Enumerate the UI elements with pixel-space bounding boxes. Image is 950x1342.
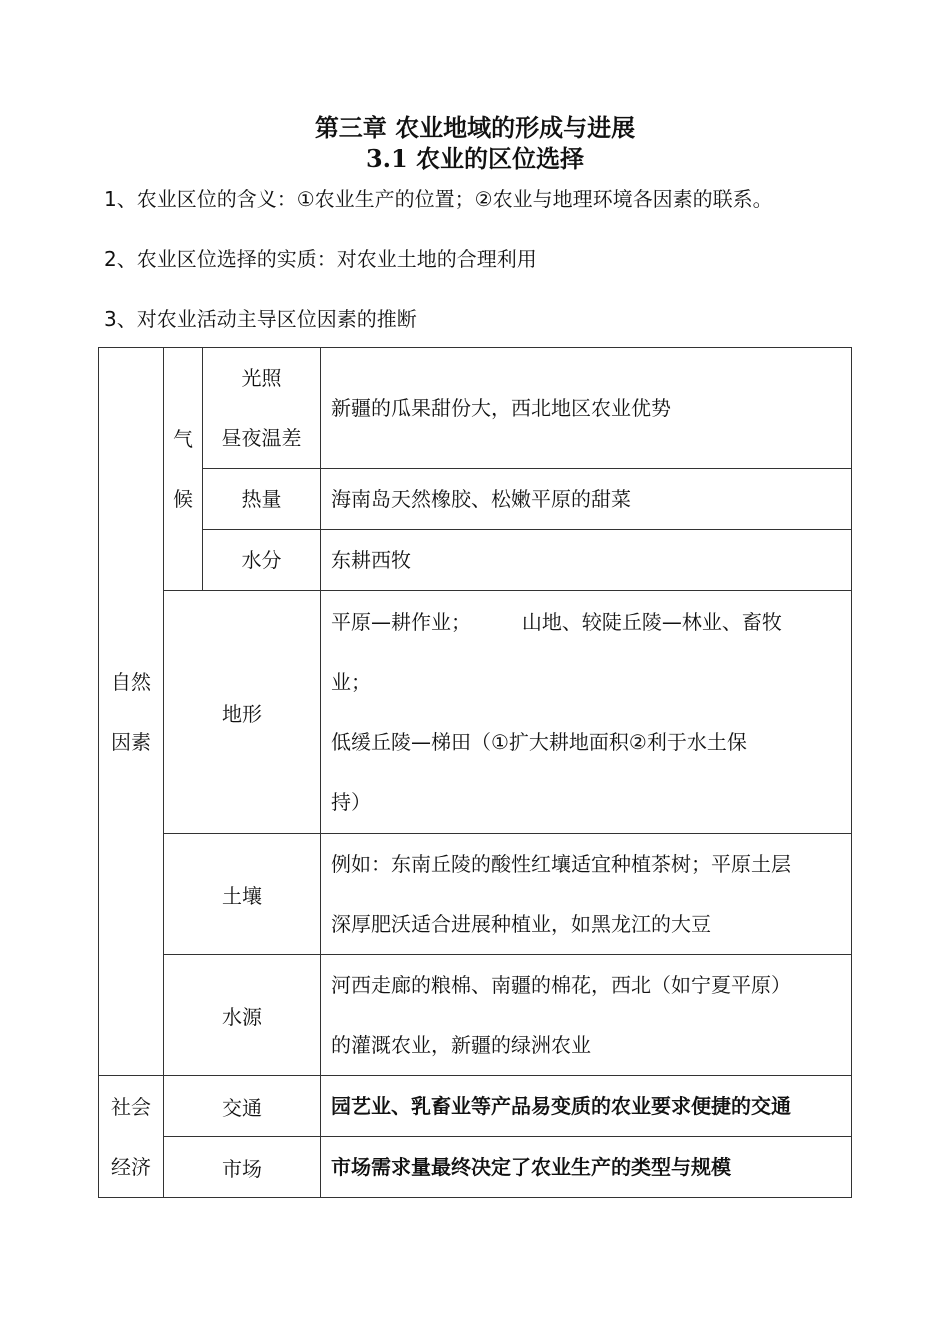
factor-terrain: 地形 (164, 591, 321, 834)
climate-label: 气 候 (164, 348, 203, 591)
paragraph-1: 1、农业区位的含义：①农业生产的位置；②农业与地理环境各因素的联系。 (104, 187, 773, 211)
desc-heat: 海南岛天然橡胶、松嫩平原的甜菜 (321, 469, 852, 530)
category-natural: 自然 因素 (99, 348, 164, 1076)
desc-water-source: 河西走廊的粮棉、南疆的棉花，西北（如宁夏平原） 的灌溉农业，新疆的绿洲农业 (321, 955, 852, 1076)
desc-market: 市场需求量最终决定了农业生产的类型与规模 (321, 1137, 852, 1198)
paragraph-3: 3、对农业活动主导区位因素的推断 (104, 307, 417, 331)
location-factors-table (98, 347, 852, 1198)
desc-water: 东耕西牧 (321, 530, 852, 591)
desc-light: 新疆的瓜果甜份大，西北地区农业优势 (321, 348, 852, 469)
factor-heat: 热量 (203, 469, 321, 530)
desc-terrain: 平原—耕作业； 山地、较陡丘陵—林业、畜牧 业； 低缓丘陵—梯田（①扩大耕地面积②利于水土保 持） (321, 591, 852, 834)
factor-water: 水分 (203, 530, 321, 591)
section-title: 3.1 农业的区位选择 (365, 144, 585, 173)
category-social: 社会 经济 (99, 1076, 164, 1198)
paragraph-2: 2、农业区位选择的实质：对农业土地的合理利用 (104, 247, 537, 271)
desc-transport: 园艺业、乳畜业等产品易变质的农业要求便捷的交通 (321, 1076, 852, 1137)
chapter-title: 第三章 农业地域的形成与进展 (314, 113, 636, 142)
factor-light: 光照 昼夜温差 (203, 348, 321, 469)
desc-soil: 例如：东南丘陵的酸性红壤适宜种植茶树；平原土层 深厚肥沃适合进展种植业，如黑龙江的大豆 (321, 834, 852, 955)
factor-water-source: 水源 (164, 955, 321, 1076)
factor-transport: 交通 (164, 1076, 321, 1137)
factor-market: 市场 (164, 1137, 321, 1198)
factor-soil: 土壤 (164, 834, 321, 955)
